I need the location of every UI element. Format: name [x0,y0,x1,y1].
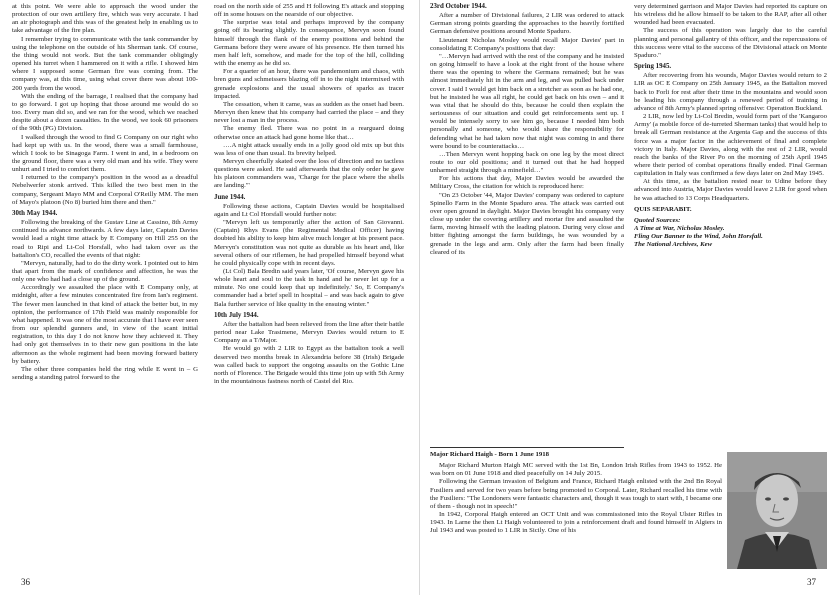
right-column-1 [430,3,624,257]
paragraph: Following the breaking of the Gustav Line at Cassino, 8th Army continued its advance northwards. A few days later, Captain Davies would lead a night time attack by E Company on Hill 255 on the road to Ripi and Lt-Col Horsfall, who had taken over as the battalion's CO, recalled the events of that night: [12,219,198,259]
paragraph: For his actions that day, Major Davies would be awarded the Military Cross, the citation for which is reproduced here: [430,175,624,191]
bio-top-rule [430,447,624,448]
portrait-photo [727,452,827,569]
page-number: 37 [807,577,816,587]
paragraph: I returned to the company's position in the wood as a dreadful Nebelwerfer stonk arrived. This killed the two best men in the company, Sergeant Mayo MM and Corporal O'Reilly MM. The men of Mayo's platoon (No 8) buried him there and then." [12,174,198,206]
paragraph: Lieutenant Nicholas Mosley would recall Major Davies' part in consolidating E Company's positions that day: [430,36,624,52]
paragraph: road on the north side of 255 and H following E's attack and stopping off in some houses on the nearside of our objective. [214,3,404,19]
paragraph: The surprise was total and perhaps improved by the company going off its bearing slightly. In consequence, Mervyn soon found himself through the flank of the enemy positions and behind the Germans before they were aware of his presence. He then turned his men half left, somehow, and made for the top of the hill, colliding with the enemy as he did so. [214,19,404,68]
paragraph: "…Mervyn had arrived with the rest of the company and he insisted on going himself to have a look at the right front of the house where there was the opening to where the Germans remained; but he was almost immediately hit in the arm and leg, and was pulled back under cover. I said I would get him back on a stretcher as soon as he had one, but he insisted he was all right, he could get back on his own – and it was vital that he should do this, because he could then explain the seriousness of our situation and could get reinforcements sent up. I would be intensely sorry to see him go, because I needed him both personally and someone, who would share the responsibility for defending what he had taken now that night was coming in and there were bound to be counterattacks… [430,52,624,150]
left-column-2 [214,3,404,386]
paragraph: In 1942, Corporal Haigh entered an OCT Unit and was commissioned into the Royal Ulster Rifles in 1943. In Larne the then Lt Haigh volunteered to join a reinforcement draft and found himself in Algiers in Jul 1943 and was posted to 1 LIR in Sicily. One of his [430,511,722,535]
paragraph: With the ending of the barrage, I realised that the company had to go forward. I got up hoping that those around me would do so too. Every man did so, and we ran for the wood, which we reached despite about a dozen casualties. In the wood, we took 60 prisoners of the 90th (PG) Division. [12,92,198,133]
paragraph: I walked through the wood to find G Company on our right who had kept up with us. In the wood, there was a small farmhouse, which I took to be Sinagoga Farm. I went in and, in a bedroom on the ground floor, there was a very old man and his wife. They were unhurt and I tried to comfort them. [12,133,198,174]
paragraph: very determined garrison and Major Davies had reported its capture on his wireless did he allow himself to be taken to the RAP, after all other wounded had been evacuated. [634,3,827,27]
paragraph: Accordingly we assaulted the place with E Company only, at midnight, after a few minutes concentrated fire from Ian's regiment. The fewer men launched in that kind of attack the better but, in my opinion, the performance of 17th Field was mainly responsible for what happened. It was one of the most accurate that I have ever seen from our splendid gunners and, in view of the scant initial registration, to this day I do not know how they achieved it. They had only got themselves in to their new gun positions in the late afternoon as the whole regiment had been moving forward battery by battery. [12,284,198,365]
bio-heading: Major Richard Haigh - Born 1 June 1918 [430,451,549,458]
paragraph: After the battalion had been relieved from the line after their battle period near Lake Trasimene, Mervyn Davies would return to E Company as a T/Major. [214,320,404,345]
source-item: A Time at War, Nicholas Mosley. [634,225,725,233]
source-item: The National Archives, Kew [634,241,713,249]
paragraph: The success of this operation was largely due to the careful planning and personal gallantry of this officer, and the repercussions of this success were vital to the success of the Divisional attack on Monte Spaduro." [634,27,827,59]
paragraph: After a number of Divisional failures, 2 LIR was ordered to attack German strong points guarding the approaches to the heavily fortified German defensive positions around Monte Spaduro. [430,12,624,36]
paragraph: "On 23 October '44, Major Davies' company was ordered to capture Spinello Farm in the Monte Spaduro area. The attack was carried out over open ground in daylight. Major Davies brought his company very close up under the covering artillery and mortar fire and assaulted the farm, moving himself with the leading platoon. During very close and bitter fighting amongst the farm buildings, he was wounded by a grenade in the legs and arm. Only after the farm had been finally cleared of its [430,191,624,256]
section-heading: June 1944. [214,193,246,201]
page-number: 36 [21,577,30,587]
paragraph: "Mervyn left us temporarily after the action of San Giovanni. (Captain) Rhys Evans (the Regimental Medical Officer) having doubted his ability to keep him alive much longer at his present pace. Mervyn's constitution was not quite as durable as his heart and, like several others of our riflemen, he had propelled himself beyond what he could physically cope with in recent days. [214,219,404,267]
left-column-1 [12,3,198,382]
sources-label: Quoted Sources: [634,216,681,224]
paragraph: For a quarter of an hour, there was pandemonium and chaos, with bren guns and schmeissers blazing off in to the night intermixed with grenade explosions and the usual showers of sparks as tracer impacted. [214,68,404,100]
paragraph: (Lt Col) Bala Bredin said years later, 'Of course, Mervyn gave his whole heart and soul to the task in hand and he never let up for a minute. No one could keep that up indefinitely.' So, E Company's commander had a brief spell in hospital – and was back again to give Bala further service of like quality in the ensuing winter." [214,268,404,308]
section-heading: 30th May 1944. [12,209,58,217]
section-heading: 10th July 1944. [214,311,259,319]
portrait-soldier-icon [727,452,827,569]
paragraph: Mervyn cheerfully skated over the loss of direction and no tactless questions were asked. He said afterwards that the only order he gave his platoon commanders was, 'Charge for the place where the shells are landing.'" [214,157,404,190]
paragraph: …Then Mervyn went hopping back on one leg by the most direct route to our old positions; and it turned out that he had hopped unharmed straight through a minefield…" [430,150,624,175]
paragraph: At this time, as the battalion rested near to Udine before they advanced into Austria, Major Davies would leave 2 LIR for good when he was attached to 13 Corps Headquarters. [634,178,827,202]
paragraph: Following the German invasion of Belgium and France, Richard Haigh enlisted with the 2nd Bn Royal Fusiliers and served for two years before being promoted to Corporal. Later, Richard recalled his time with the Fusiliers: "The Londoners were fantastic characters and, though it was tough to start with, I became one of them - though not in speech!" [430,478,722,510]
source-item: Fling Our Banner to the Wind, John Horsfall. [634,233,763,241]
paragraph: The cessation, when it came, was as sudden as the onset had been. Mervyn then knew that his company had carried the place – and they never lost a man in the process. [214,100,404,125]
right-column-2 [634,3,827,263]
paragraph: Following these actions, Captain Davies would be hospitalised again and Lt Col Horsfall would further note: [214,202,404,218]
paragraph: 2 LIR, now led by Lt-Col Bredin, would form part of the 'Kangaroo Army' (a mobile force of de-turreted Sherman tanks) that would help to break all German resistance at the Argenta Gap and the success of this force was a major factor in the achievement of final and complete victory in Italy. Major Davies, along with the rest of 2 LIR, would reach the banks of the River Po on the morning of 25th April 1945 where their period of combat operations finally ended. Final German capitulation in Italy was confirmed a few days later on 2nd May 1945. [634,113,827,178]
motto: QUIS SEPARABIT. [634,205,692,213]
paragraph: The other three companies held the ring while E went in – G sending a standing patrol forward to the [12,365,198,382]
paragraph: The enemy fled. There was no point in a rearguard doing otherwise once an attack had gone home like that… [214,125,404,141]
right-page [420,0,839,595]
paragraph: I remember trying to communicate with the tank commander by using the telephone on the outside of his Sherman tank. Of course, the thing would not work. But the tank commander obligingly opened his turret when I hammered on it with a rifle. I showed him where I supposed some German fire was coming from. The company was, at this time, using what cover there was about 100-200 yards from the wood. [12,35,198,92]
paragraph: at this point. We were able to approach the wood under the protection of our own artillery fire, which was very accurate. I had an air photograph and this was of the greatest help in enabling us to take advantage of the fire plan. [12,3,198,35]
paragraph: After recovering from his wounds, Major Davies would return to 2 LIR as OC E Company on 25th January 1945, as the Battalion moved back to Forli for rest after their time in the mountains and would soon be leading his company through a renewed period of training in advance of 8th Army's planned spring offensive: Operation Buckland. [634,72,827,112]
paragraph: "Mervyn, naturally, had to do the dirty work. I pointed out to him that apart from the mark of confidence and affection, he was the only one who had had a close up of the ground. [12,259,198,284]
section-heading: Spring 1945. [634,63,672,71]
left-page [0,0,419,595]
paragraph: ….A night attack usually ends in a jolly good old mix up but this was less of one than usual. Its brevity helped. [214,141,404,157]
bio-section [430,447,827,577]
section-heading: 23rd October 1944. [430,3,487,10]
paragraph: He would go with 2 LIR to Egypt as the battalion took a well deserved two months break in Alexandria before 38 (Irish) Brigade was called back to support the ongoing assaults on the Gothic Line north of Florence. The Brigade would this time join up with 5th Army in the mountainous fastness north of Castel del Rio. [214,345,404,386]
paragraph: Major Richard Murton Haigh MC served with the 1st Bn, London Irish Rifles from 1943 to 1952. He was born on 01 June 1918 and died peacefully on 14 July 2015. [430,462,722,478]
